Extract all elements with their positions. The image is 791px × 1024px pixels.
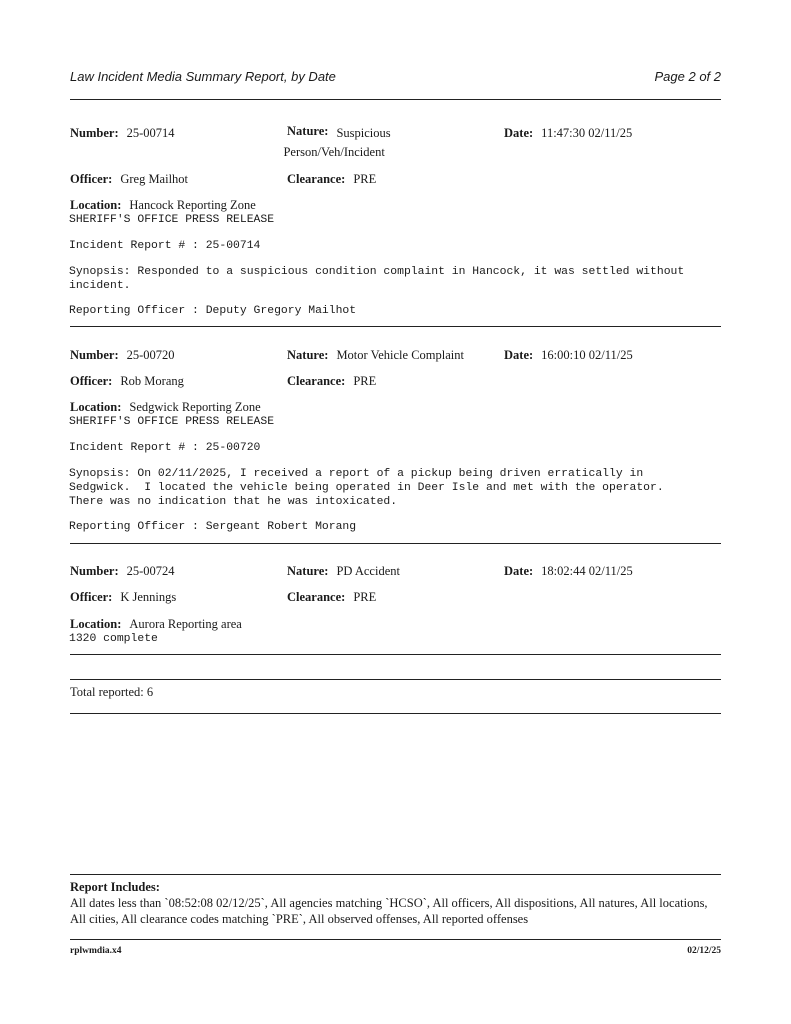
incident-nature [287, 348, 464, 363]
incident-number [70, 348, 175, 363]
synopsis-line: Sedgwick. I located the vehicle being operated in Deer Isle and met with the operator. [69, 482, 664, 494]
officer-label: Officer: [70, 374, 113, 388]
synopsis-line: Synopsis: Responded to a suspicious condition complaint in Hancock, it was settled without [69, 266, 685, 278]
location-value: Aurora Reporting area [129, 617, 242, 631]
number-label: Number: [70, 126, 119, 140]
synopsis-line: There was no indication that he was intoxicated. [69, 496, 398, 508]
criteria-top-divider [70, 874, 721, 875]
clearance-label: Clearance: [287, 590, 346, 604]
location-label: Location: [70, 198, 122, 212]
location-value: Sedgwick Reporting Zone [129, 400, 261, 414]
clearance-value: PRE [353, 374, 377, 388]
date-value: 18:02:44 02/11/25 [541, 564, 633, 578]
officer-label: Officer: [70, 172, 113, 186]
report-title: Law Incident Media Summary Report, by Date [70, 69, 336, 84]
header-divider [70, 99, 721, 100]
footer-divider [70, 939, 721, 940]
incident-date [504, 564, 633, 579]
incident-officer [70, 590, 176, 605]
narrative-line: 1320 complete [69, 633, 158, 645]
clearance-value: PRE [353, 590, 377, 604]
nature-label: Nature: [287, 564, 329, 578]
nature-label: Nature: [287, 124, 329, 138]
officer-value: Rob Morang [120, 374, 184, 388]
number-label: Number: [70, 348, 119, 362]
officer-value: K Jennings [120, 590, 177, 604]
number-label: Number: [70, 564, 119, 578]
incident-date [504, 126, 632, 141]
report-includes-text: All dates less than `08:52:08 02/12/25`, All agencies matching `HCSO`, All officers, All dispositions, All natures, All locations, All cities, All clearance codes matching `PRE`, All observed offenses, All reported offenses [70, 896, 708, 926]
report-includes-title: Report Includes: [70, 880, 160, 894]
clearance-label: Clearance: [287, 374, 346, 388]
clearance-value: PRE [353, 172, 377, 186]
synopsis-line: Synopsis: On 02/11/2025, I received a report of a pickup being driven erratically in [69, 468, 644, 480]
incident-officer [70, 172, 188, 187]
press-release-heading: SHERIFF'S OFFICE PRESS RELEASE [69, 214, 275, 226]
reporting-officer-line: Reporting Officer : Sergeant Robert Morang [69, 521, 357, 533]
total-reported: Total reported: 6 [70, 685, 154, 699]
total-top-divider [70, 679, 721, 680]
press-release-heading: SHERIFF'S OFFICE PRESS RELEASE [69, 416, 275, 428]
incident-report-line: Incident Report # : 25-00714 [69, 240, 261, 252]
incident-location [70, 617, 242, 632]
location-label: Location: [70, 617, 122, 631]
incident-divider [70, 326, 721, 327]
print-date: 02/12/25 [687, 946, 721, 956]
incident-location [70, 400, 261, 415]
officer-label: Officer: [70, 590, 113, 604]
officer-value: Greg Mailhot [120, 172, 189, 186]
total-bottom-divider [70, 713, 721, 714]
clearance-label: Clearance: [287, 172, 346, 186]
nature-value: Motor Vehicle Complaint [336, 348, 464, 362]
nature-label: Nature: [287, 348, 329, 362]
synopsis-line: incident. [69, 280, 131, 292]
date-label: Date: [504, 564, 534, 578]
incident-nature [287, 564, 400, 579]
number-value: 25-00724 [126, 564, 175, 578]
date-label: Date: [504, 126, 534, 140]
incident-number [70, 126, 175, 141]
number-value: 25-00720 [126, 348, 175, 362]
incident-clearance [287, 374, 376, 389]
incident-number [70, 564, 175, 579]
number-value: 25-00714 [126, 126, 175, 140]
reporting-officer-line: Reporting Officer : Deputy Gregory Mailhot [69, 305, 357, 317]
incident-clearance [287, 172, 376, 187]
incident-clearance [287, 590, 376, 605]
incident-report-line: Incident Report # : 25-00720 [69, 442, 261, 454]
date-value: 16:00:10 02/11/25 [541, 348, 633, 362]
location-value: Hancock Reporting Zone [129, 198, 256, 212]
incident-officer [70, 374, 184, 389]
location-label: Location: [70, 400, 122, 414]
nature-value: PD Accident [336, 564, 400, 578]
incident-nature [283, 124, 391, 162]
date-label: Date: [504, 348, 534, 362]
incident-date [504, 348, 633, 363]
incident-divider [70, 543, 721, 544]
incident-divider [70, 654, 721, 655]
report-code: rplwmdia.x4 [70, 946, 122, 956]
nature-value-line1: Suspicious [336, 126, 391, 140]
page-number: Page 2 of 2 [654, 69, 721, 84]
nature-value-line2: Person/Veh/Incident [283, 145, 385, 159]
incident-location [70, 198, 256, 213]
date-value: 11:47:30 02/11/25 [541, 126, 633, 140]
